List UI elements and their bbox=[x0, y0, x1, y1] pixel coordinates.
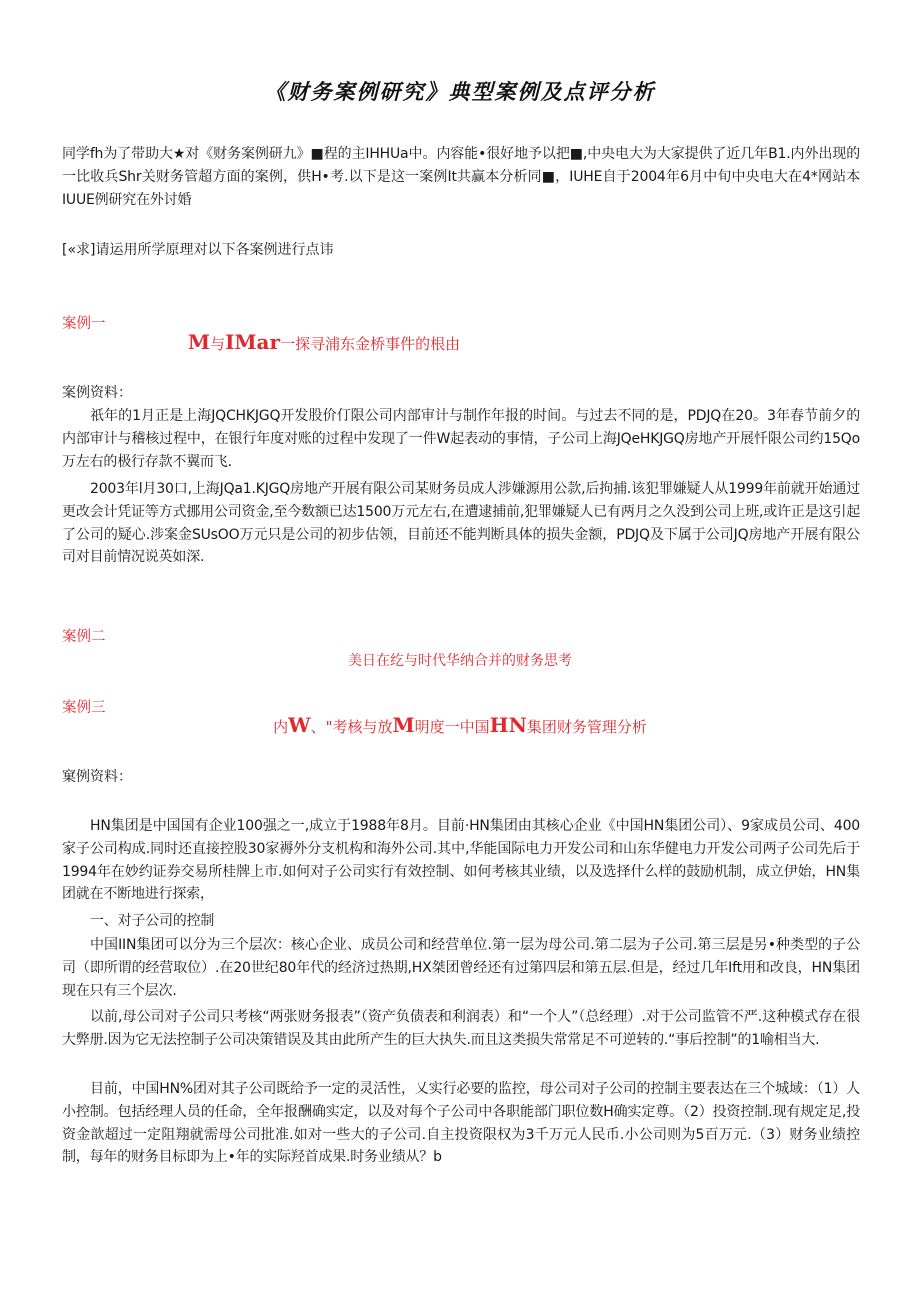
case1-material-label: 案例资料： bbox=[62, 385, 132, 401]
case1-title-part: 与 bbox=[210, 335, 226, 353]
case3-paragraph-3: 以前,母公司对子公司只考核“两张财务报表”（资产负债表和利润表）和“一个人”（总经理）.对于公司监管不严.这种模式存在很大弊册.因为它无法控制子公司决策错误及其由此所产生的巨大执失.而且这类损失常常足不可逆转的.“事后控制”的1喻相当大. bbox=[62, 1009, 860, 1048]
case3-paragraph-4: 目前，中国HN%团对其子公司既给予一定的灵活性，乂实行必要的监控，母公司对子公司的控制主要表达在三个城域：（1）人小控制。包括经理人员的任命，全年报酬确实定，以及对每个子公司中各职能部门职位数H确实定尊。（2）投资控制.现有规定足,投资金歆超过一定阻翔就需母公司批准.如对一些大的子公司.自主投资限权为3千万元人民币.小公司则为5百万元.（3）财务业绩控制，每年的财务目标即为上•年的实际羟首成果.时务业绩从？b bbox=[62, 1081, 860, 1166]
case3-paragraph-1: HN集团是中国国有企业100强之一,成立于1988年8月。目前·HN集团由其核心企业《中国HN集团公司）、9家成员公司、400家子公司构成.同时还直接控股30家褥外分支机构和海外公司.其中,华能国际电力开发公司和山东华健电力开发公司两子公司先后于1994年在妙约证券交易所桂牌上市.如何对子公司实行有效控制、如何考核其业绩，以及选择什么样的鼓励机制，成立伊始，HN集团就在不断地进行探索， bbox=[62, 818, 860, 903]
case3-title-part: HN bbox=[489, 713, 527, 737]
case3-section-heading: 一、对子公司的控制 bbox=[90, 913, 215, 929]
intro-paragraph: 同学fh为了带助大★对《财务案例研九》■程的主IHHUa中。内容能•很好地予以把■,中央电大为大家提供了近几年B1.内外出现的一比收兵Shr关财务管超方面的案例，供H•考.以下是这一案例It共赢本分析同■，IUHE自于2004年6月中旬中央电大在4*网站本IUUE例研究在外讨婚 bbox=[62, 146, 860, 208]
case1-title-part: IMar bbox=[225, 330, 281, 354]
case3-title-part: 内 bbox=[273, 718, 289, 736]
case3-title-part: M bbox=[392, 713, 415, 737]
case2-title: 美日在纥与时代华纳合并的财务思考 bbox=[348, 653, 572, 669]
case3-title-part: 明度一中国 bbox=[414, 718, 490, 736]
case3-paragraph-2: 中国IIN集团可以分为三个层次：核心企业、成员公司和经营单位.第一层为母公司.第二层为子公司.第三层是另•种类型的子公司（即所谓的经营取位）.在20世纪80年代的经济过热期,HX桀团曾经还有过第四层和第五层.但是，经过几年Ift用和改良，HN集团现在只有三个层次. bbox=[62, 937, 860, 999]
case3-title-part: 集团财务管理分析 bbox=[526, 718, 647, 736]
case3-title-part: W bbox=[288, 713, 311, 737]
case1-title-part: 一探寻浦东金桥事件的根由 bbox=[280, 335, 461, 353]
case1-title bbox=[0, 330, 648, 354]
case1-paragraph-1: 祇年的1月正是上海JQCHKJGQ开发股价仃限公司内部审计与制作年报的时间。与过去不同的是，PDJQ在20。3年春节前夕的内部审计与稽核过程中，在银行年度对账的过程中发现了一件W起表动的事情，子公司上海JQeHKJGQ房地产开展忏限公司约15Qo万左右的极行存款不翼而飞. bbox=[62, 408, 860, 470]
case1-paragraph-2: 2003年l月30口,上海JQa1.KJGQ房地产开展有限公司某财务员成人涉嫌源用公款,后拘捕.该犯罪嫌疑人从1999年前就开始通过更改会计凭证等方式挪用公司资金,至今数额已达1500万元左右,在遭逮捕前,犯罪嫌疑人已有两月之久没到公司上班,或许正是这引起了公司的疑心.涉案金SUsOO万元只是公司的初步估领，目前还不能判断具体的损失金额，PDJQ及下属于公司JQ房地产开展有限公司对目前情况说英如深. bbox=[62, 481, 860, 566]
requirement-line: [«求]请运用所学原理对以下各案例进行点讳 bbox=[62, 242, 334, 258]
case1-label: 案例一 bbox=[62, 316, 106, 332]
case2-label: 案例二 bbox=[62, 629, 106, 645]
case3-label: 案例三 bbox=[62, 700, 106, 716]
case1-title-part: M bbox=[187, 330, 211, 354]
document-title: 《财务案例研究》典型案例及点评分析 bbox=[264, 79, 656, 104]
case3-material-label: 窠例资料： bbox=[62, 769, 132, 785]
case3-title bbox=[0, 713, 920, 737]
case3-title-part: 、"考核与放 bbox=[310, 718, 393, 736]
